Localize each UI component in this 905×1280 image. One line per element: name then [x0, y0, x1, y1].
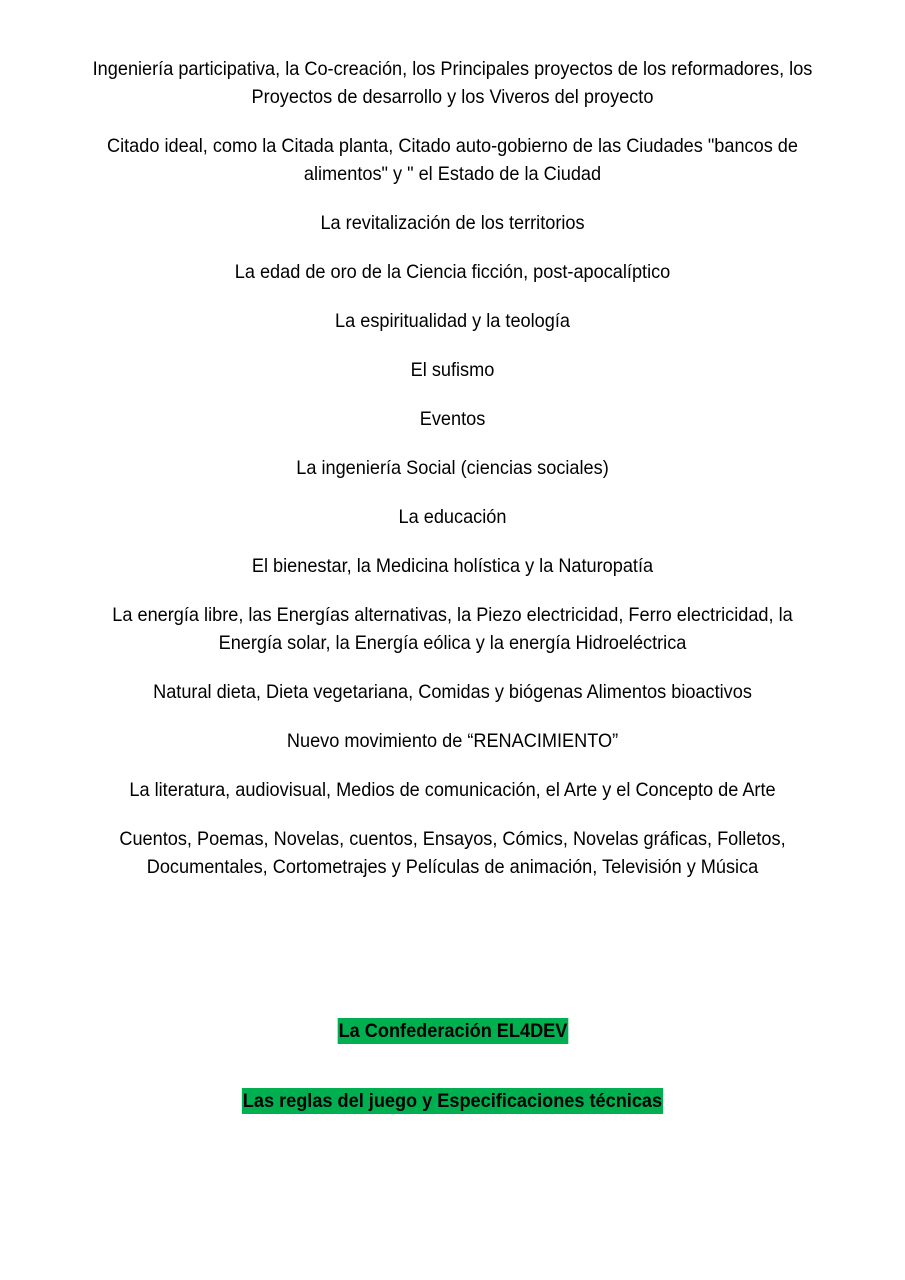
topic-list — [50, 55, 855, 902]
topic-item: Eventos — [419, 408, 486, 430]
topic-item: Natural dieta, Dieta vegetariana, Comidas y biógenas Alimentos bioactivos — [153, 681, 752, 703]
topic-item: La espiritualidad y la teología — [335, 310, 570, 332]
topic-item: La energía libre, las Energías alternativas, la Piezo electricidad, Ferro electricidad, la Energía solar, la Energía eólica y la energía Hidroeléctrica — [112, 604, 793, 654]
topic-item: La ingeniería Social (ciencias sociales) — [296, 457, 609, 479]
confederation-heading — [0, 1018, 905, 1044]
confederation-heading-text: La Confederación EL4DEV — [338, 1020, 567, 1042]
topic-item: Nuevo movimiento de “RENACIMIENTO” — [286, 730, 619, 752]
topic-item: La revitalización de los territorios — [320, 212, 585, 234]
topic-item: Citado ideal, como la Citada planta, Citado auto-gobierno de las Ciudades "bancos de alimentos" y " el Estado de la Ciudad — [107, 135, 798, 185]
topic-item: Ingeniería participativa, la Co-creación, los Principales proyectos de los reformadores, los Proyectos de desarrollo y los Viveros del proyecto — [92, 58, 813, 108]
topic-item: Cuentos, Poemas, Novelas, cuentos, Ensayos, Cómics, Novelas gráficas, Folletos, Documentales, Cortometrajes y Películas de animación, Televisión y Música — [119, 828, 786, 878]
topic-item: La literatura, audiovisual, Medios de comunicación, el Arte y el Concepto de Arte — [129, 779, 776, 801]
rules-heading — [0, 1088, 905, 1114]
topic-item: La edad de oro de la Ciencia ficción, post-apocalíptico — [234, 261, 671, 283]
topic-item: El bienestar, la Medicina holística y la Naturopatía — [251, 555, 654, 577]
rules-heading-text: Las reglas del juego y Especificaciones técnicas — [242, 1090, 663, 1112]
topic-item: La educación — [398, 506, 507, 528]
topic-item: El sufismo — [410, 359, 495, 381]
